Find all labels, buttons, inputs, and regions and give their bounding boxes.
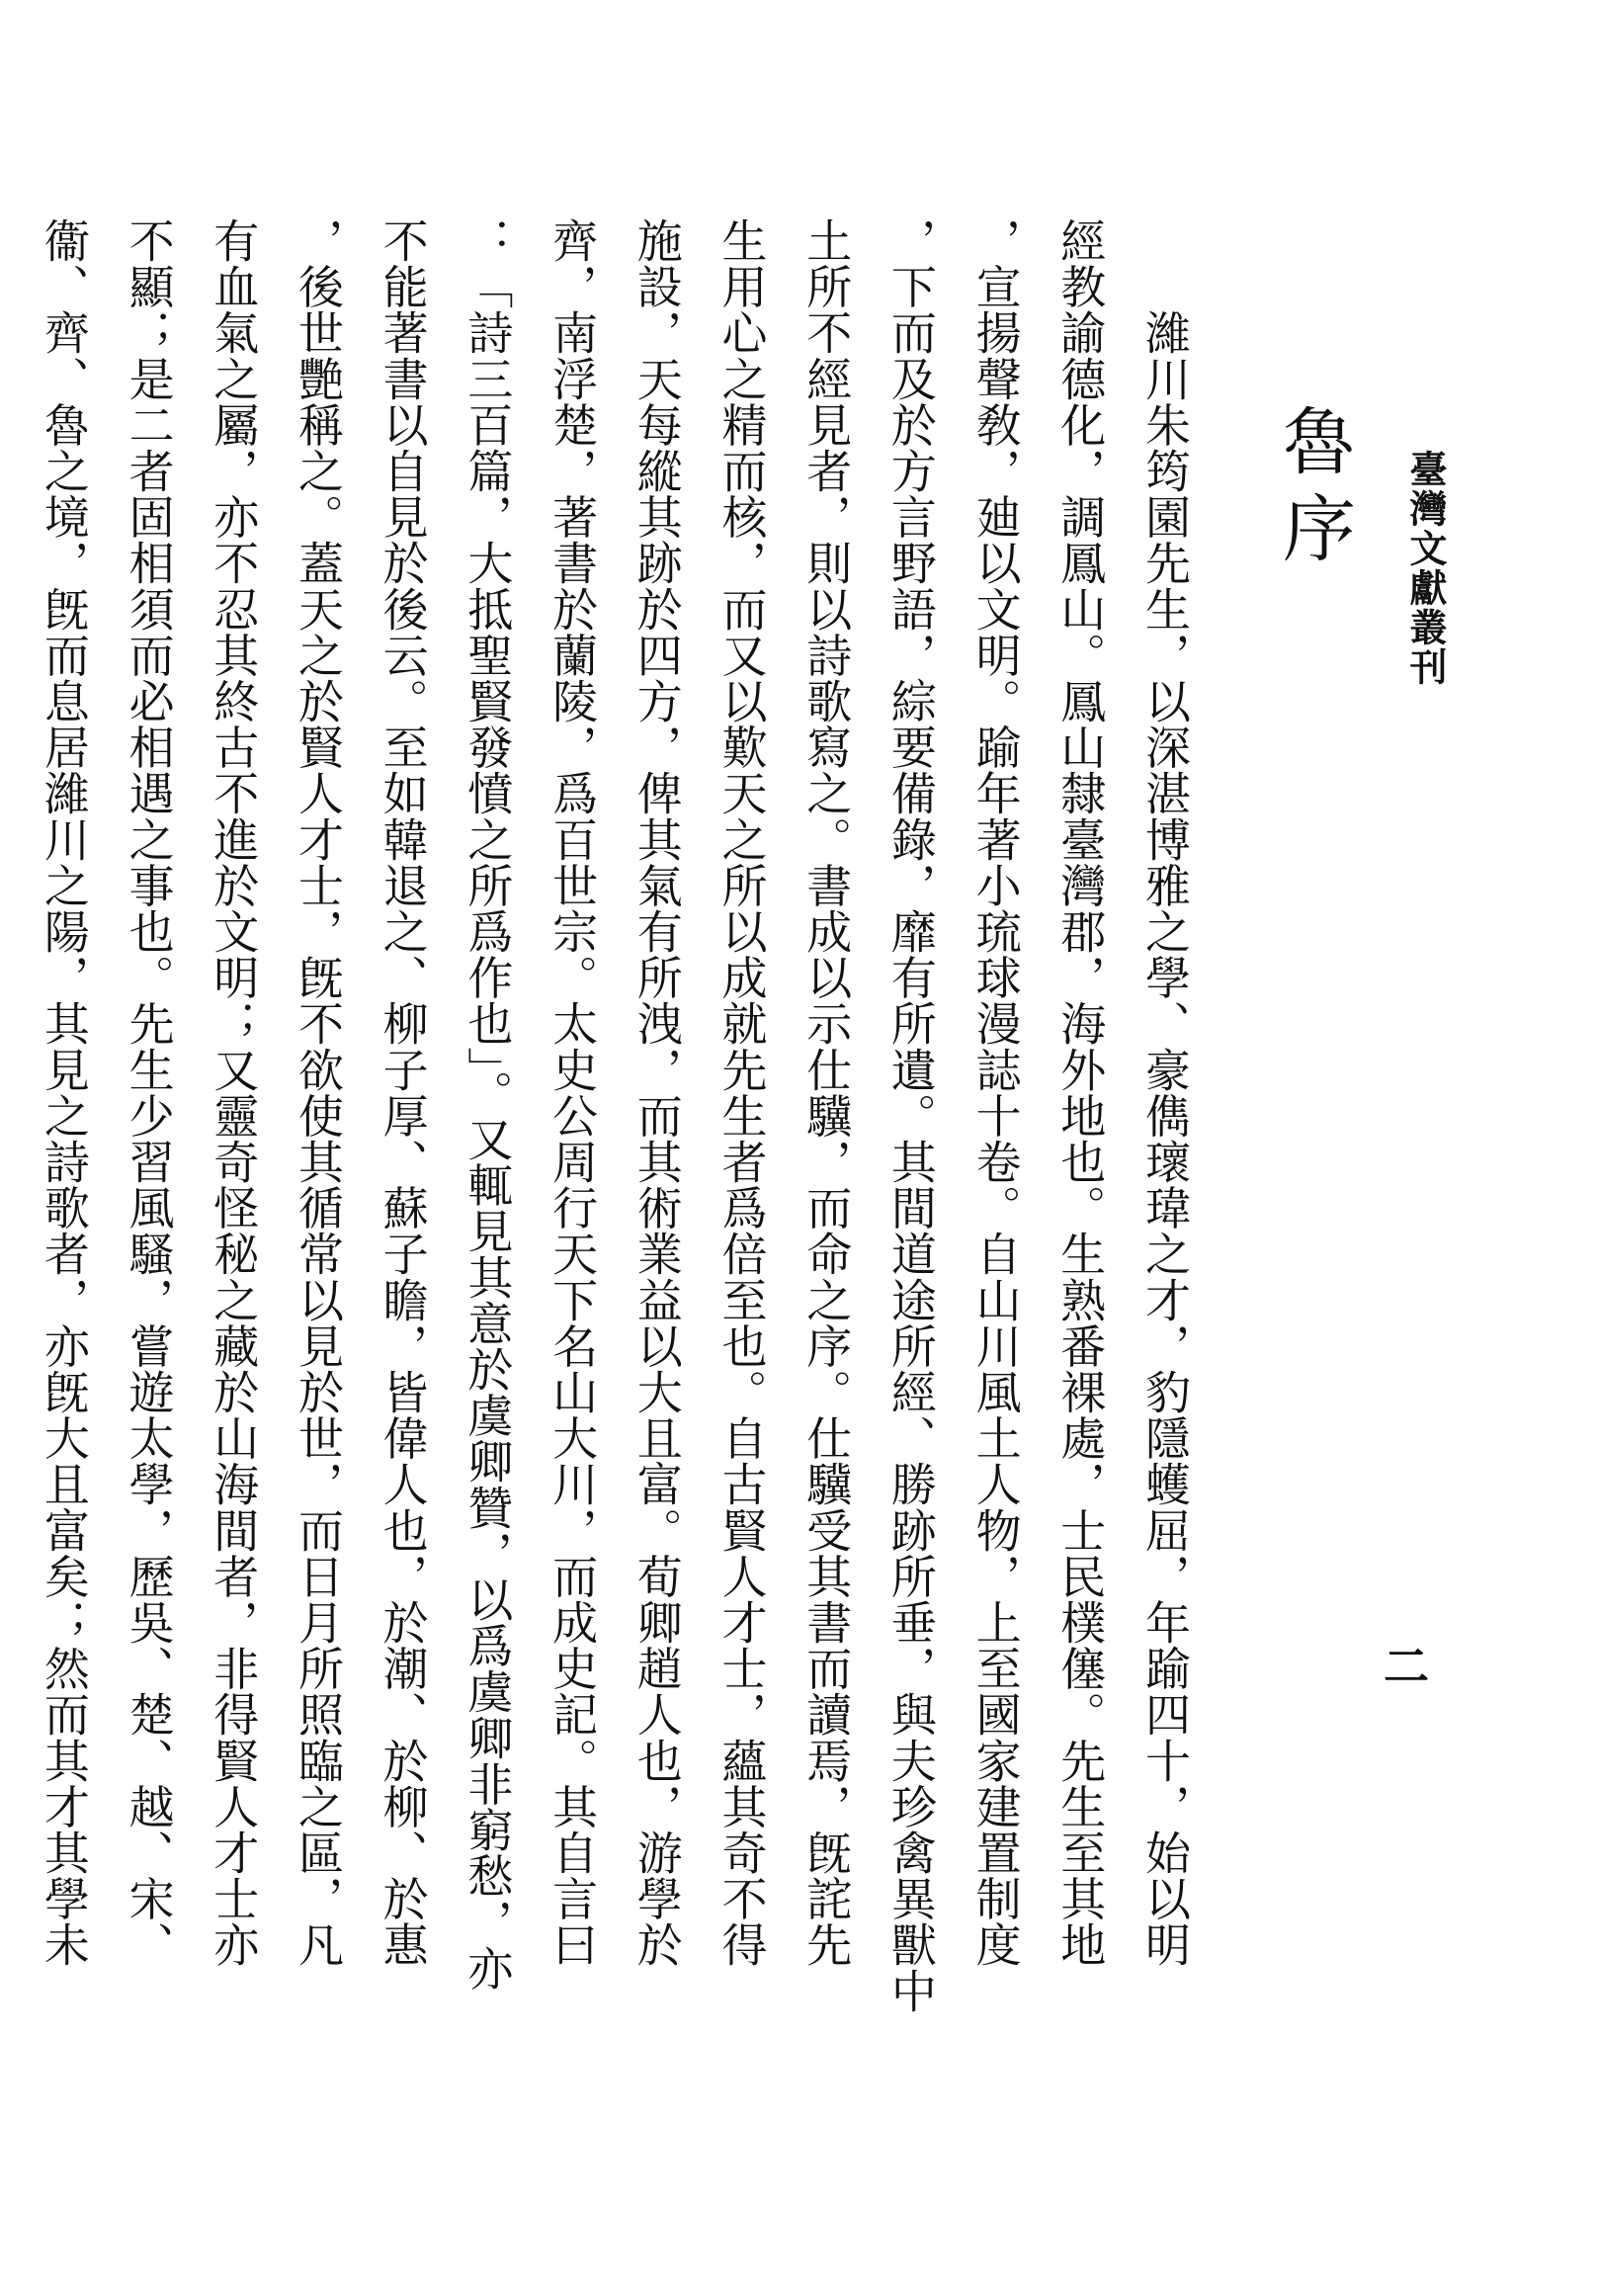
text-column: 經教諭德化，調鳳山。鳳山隸臺灣郡，海外地也。生熟番裸處，士民樸僿。先生至其地	[1053, 217, 1108, 1968]
page-title: 魯序	[1271, 403, 1356, 577]
body-text	[21, 217, 1207, 2056]
text-column: ：「詩三百篇，大抵聖賢發憤之所爲作也」。又輒見其意於虞卿贊，以爲虞卿非窮愁，亦	[461, 217, 515, 1992]
text-column: 不能著書以自見於後云。至如韓退之、柳子厚、蘇子瞻，皆偉人也，於潮、於柳、於惠	[376, 217, 430, 1968]
text-column: ，後世艷稱之。蓋天之於賢人才士，旣不欲使其循常以見於世，而日月所照臨之區，凡	[291, 217, 345, 1968]
text-column: 衞、齊、魯之境，旣而息居濰川之陽，其見之詩歌者，亦旣大且富矣；然而其才其學未	[37, 217, 91, 1968]
text-column: 不顯；是二者固相須而必相遇之事也。先生少習風騷，嘗遊太學，歷吳、楚、越、宋、	[122, 217, 176, 1968]
page-number: 二	[1384, 1640, 1429, 1693]
series-title-header: 臺灣文獻叢刊	[1403, 450, 1448, 687]
text-column: ，下而及於方言野語，綜要備錄，靡有所遺。其間道途所經、勝跡所垂，與夫珍禽異獸中	[883, 217, 938, 2014]
text-column: 土所不經見者，則以詩歌寫之。書成以示仕驥，而命之序。仕驥受其書而讀焉，旣詫先	[799, 217, 854, 1968]
text-column: 生用心之精而核，而又以歎天之所以成就先生者爲倍至也。自古賢人才士，蘊其奇不得	[714, 217, 769, 1968]
text-column: ，宣揚聲敎，廸以文明。踰年著小琉球漫誌十卷。自山川風土人物，上至國家建置制度	[968, 217, 1023, 1968]
text-column: 施設，天每縱其跡於四方，俾其氣有所洩，而其術業益以大且富。荀卿趙人也，游學於	[630, 217, 684, 1968]
text-column: 齊，南浮楚，著書於蘭陵，爲百世宗。太史公周行天下名山大川，而成史記。其自言曰	[546, 217, 600, 1968]
text-column: 濰川朱筠園先生，以深湛博雅之學、豪儁瓌瑋之才，豹隱蠖屈，年踰四十，始以明	[1138, 217, 1192, 1968]
text-column: 有血氣之屬，亦不忍其終古不進於文明；又靈奇怪秘之藏於山海間者，非得賢人才士亦	[207, 217, 261, 1968]
